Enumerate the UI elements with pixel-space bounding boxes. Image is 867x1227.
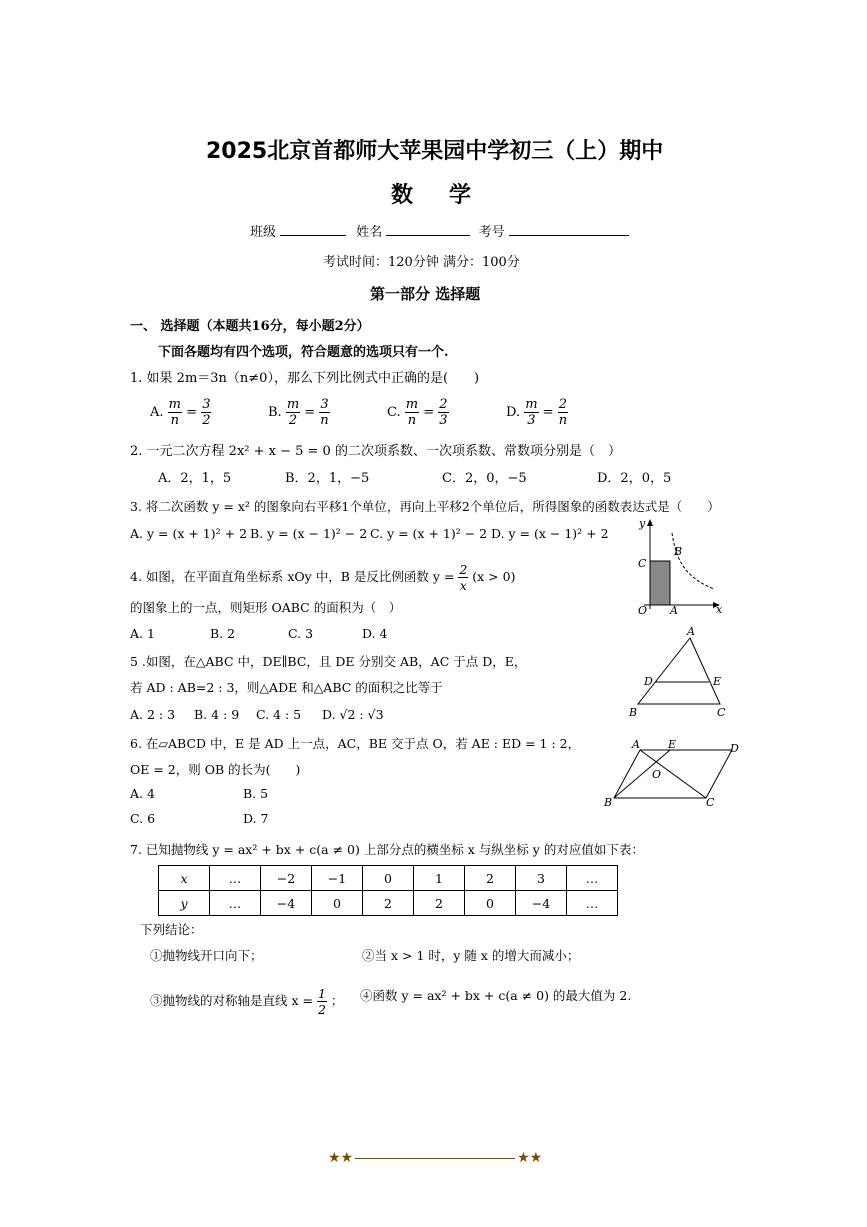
table-cell: −2 [261, 866, 312, 891]
q6-option-d: D. 7 [243, 811, 269, 826]
label-e: E [713, 675, 722, 688]
table-cell: … [210, 866, 261, 891]
label-c: C [638, 557, 647, 570]
q4-stem-continued: 的图象上的一点，则矩形 OABC 的面积为（ ） [130, 600, 402, 615]
q3-option-c: C. y = (x + 1)² − 2 [370, 526, 488, 541]
label-e: E [668, 738, 677, 751]
label-o: O [652, 768, 662, 781]
exam-info: 考试时间：120分钟 满分：100分 [323, 255, 520, 270]
q1-option-c: C. $\frac{m}{n}$ = $\frac{2}{3}$ [387, 397, 448, 428]
q2-option-c: C．2，0，−5 [442, 471, 527, 486]
q5-option-d: D. √2 : √3 [322, 707, 384, 722]
table-cell: 0 [465, 891, 516, 916]
value-table [158, 865, 618, 916]
q6-option-b: B. 5 [243, 786, 269, 801]
q4-option-c: C. 3 [288, 626, 314, 641]
q2-option-d: D．2，0，5 [597, 471, 672, 486]
number-label: 考号 [478, 225, 505, 240]
fraction: $\frac{2}{n}$ [558, 397, 568, 428]
divider [355, 1158, 515, 1159]
q2-stem: 2. 一元二次方程 2x² + x − 5 = 0 的二次项系数、一次项系数、常数项分别是（ ） [130, 444, 621, 459]
footer-ornament [328, 1150, 542, 1166]
table-cell: 2 [363, 891, 414, 916]
table-cell: 1 [414, 866, 465, 891]
fraction: $\frac{m}{n}$ [405, 397, 419, 428]
label-o: O [638, 604, 648, 615]
fraction: $\frac{2}{x}$ [459, 562, 468, 593]
hyperbola-curve [672, 533, 714, 589]
table-cell: −1 [312, 866, 363, 891]
q4-option-d: D. 4 [362, 626, 388, 641]
q4-stem: 4. 如图，在平面直角坐标系 xOy 中，B 是反比例函数 y = $\frac{2}{x}$ (x > 0) [130, 562, 516, 593]
label-b: B [604, 796, 613, 809]
table-cell: 2 [465, 866, 516, 891]
table-cell: … [567, 866, 618, 891]
label-b: B [629, 706, 638, 719]
rectangle-oabc [650, 561, 670, 605]
table-row-y [159, 891, 618, 916]
subject-title: 数学 [391, 183, 508, 208]
q1-option-a: A. $\frac{m}{n}$ = $\frac{3}{2}$ [150, 397, 211, 428]
q5-option-a: A. 2 : 3 [130, 707, 176, 722]
q3-option-b: B. y = (x − 1)² − 2 [250, 526, 368, 541]
label-a: A [670, 604, 678, 615]
star-icon: ★★ [517, 1150, 543, 1166]
q5-figure [624, 624, 734, 720]
q1-option-d: D. $\frac{m}{3}$ = $\frac{2}{n}$ [506, 397, 568, 428]
section-instruction: 下面各题均有四个选项，符合题意的选项只有一个. [158, 345, 449, 360]
table-row-x [159, 866, 618, 891]
class-label: 班级 [250, 225, 277, 240]
q7-conclusion-3: ③抛物线的对称轴是直线 x = $\frac{1}{2}$ ； [150, 986, 344, 1017]
name-label: 姓名 [356, 225, 383, 240]
table-cell: … [567, 891, 618, 916]
q7-conclusions-label: 下列结论： [140, 922, 203, 937]
table-cell: 3 [516, 866, 567, 891]
table-cell: −4 [261, 891, 312, 916]
label-c: C [706, 796, 715, 809]
student-info-line [250, 221, 629, 240]
label-d: D [730, 742, 739, 755]
number-field [509, 223, 629, 236]
fraction: $\frac{2}{3}$ [439, 397, 448, 428]
label-a: A [687, 625, 695, 638]
q6-stem: 6. 在▱ABCD 中，E 是 AD 上一点，AC，BE 交于点 O，若 AE : ED = 1 : 2， [130, 736, 581, 751]
label-c: C [717, 706, 726, 719]
fraction: $\frac{3}{2}$ [202, 397, 211, 428]
label-a: A [632, 738, 640, 751]
section-heading: 一、 选择题（本题共16分，每小题2分） [130, 319, 370, 334]
q5-stem: 5 .如图，在△ABC 中，DE∥BC，且 DE 分别交 AB，AC 于点 D，E， [130, 654, 527, 669]
q4-option-a: A. 1 [130, 626, 155, 641]
q1-stem: 1. 如果 2m＝3n（n≠0），那么下列比例式中正确的是( ) [130, 371, 480, 386]
q4-option-b: B. 2 [210, 626, 236, 641]
name-field [386, 223, 470, 236]
table-cell: 2 [414, 891, 465, 916]
table-cell: x [159, 866, 210, 891]
page-title: 2025北京首都师大苹果园中学初三（上）期中 [206, 139, 664, 164]
label-y: y [639, 517, 646, 530]
q6-option-c: C. 6 [130, 811, 156, 826]
q4-figure [626, 515, 726, 615]
fraction: $\frac{m}{n}$ [168, 397, 181, 428]
fraction: $\frac{3}{n}$ [320, 397, 329, 428]
fraction: $\frac{1}{2}$ [317, 986, 326, 1017]
label-d: D [644, 675, 653, 688]
q5-option-b: B. 4 : 9 [194, 707, 240, 722]
label-b: B [674, 545, 683, 558]
y-axis-arrow [647, 519, 653, 526]
q7-conclusion-2: ②当 x > 1 时，y 随 x 的增大而减小； [362, 948, 580, 963]
q6-figure [600, 738, 746, 810]
q6-stem-continued: OE = 2，则 OB 的长为( ) [130, 762, 301, 777]
table-cell: 0 [363, 866, 414, 891]
q1-option-b: B. $\frac{m}{2}$ = $\frac{3}{n}$ [268, 397, 329, 428]
q5-option-c: C. 4 : 5 [256, 707, 302, 722]
q2-option-b: B．2，1，−5 [285, 471, 370, 486]
label-x: x [716, 603, 723, 615]
q3-stem: 3. 将二次函数 y = x² 的图象向右平移1个单位，再向上平移2个单位后，所得图象的函数表达式是（ ） [130, 499, 720, 514]
q7-conclusion-1: ①抛物线开口向下； [150, 948, 263, 963]
table-cell: y [159, 891, 210, 916]
triangle-abc [638, 638, 720, 704]
q3-option-d: D. y = (x − 1)² + 2 [491, 526, 609, 541]
table-cell: 0 [312, 891, 363, 916]
part-title: 第一部分 选择题 [370, 285, 481, 303]
q2-option-a: A．2，1，5 [158, 471, 232, 486]
q7-stem: 7. 已知抛物线 y = ax² + bx + c(a ≠ 0) 上部分点的横坐标 x 与纵坐标 y 的对应值如下表： [130, 842, 644, 857]
class-field [280, 223, 346, 236]
fraction: $\frac{m}{3}$ [525, 397, 538, 428]
segment-be [614, 750, 670, 798]
q3-option-a: A. y = (x + 1)² + 2 [130, 526, 248, 541]
diagonal-ac [640, 750, 706, 798]
fraction: $\frac{m}{2}$ [286, 397, 300, 428]
table-cell: … [210, 891, 261, 916]
star-icon: ★★ [328, 1150, 354, 1166]
q6-option-a: A. 4 [130, 786, 155, 801]
table-cell: −4 [516, 891, 567, 916]
q5-stem-continued: 若 AD : AB=2 : 3，则△ADE 和△ABC 的面积之比等于 [130, 680, 443, 695]
q7-conclusion-4: ④函数 y = ax² + bx + c(a ≠ 0) 的最大值为 2. [360, 988, 632, 1003]
